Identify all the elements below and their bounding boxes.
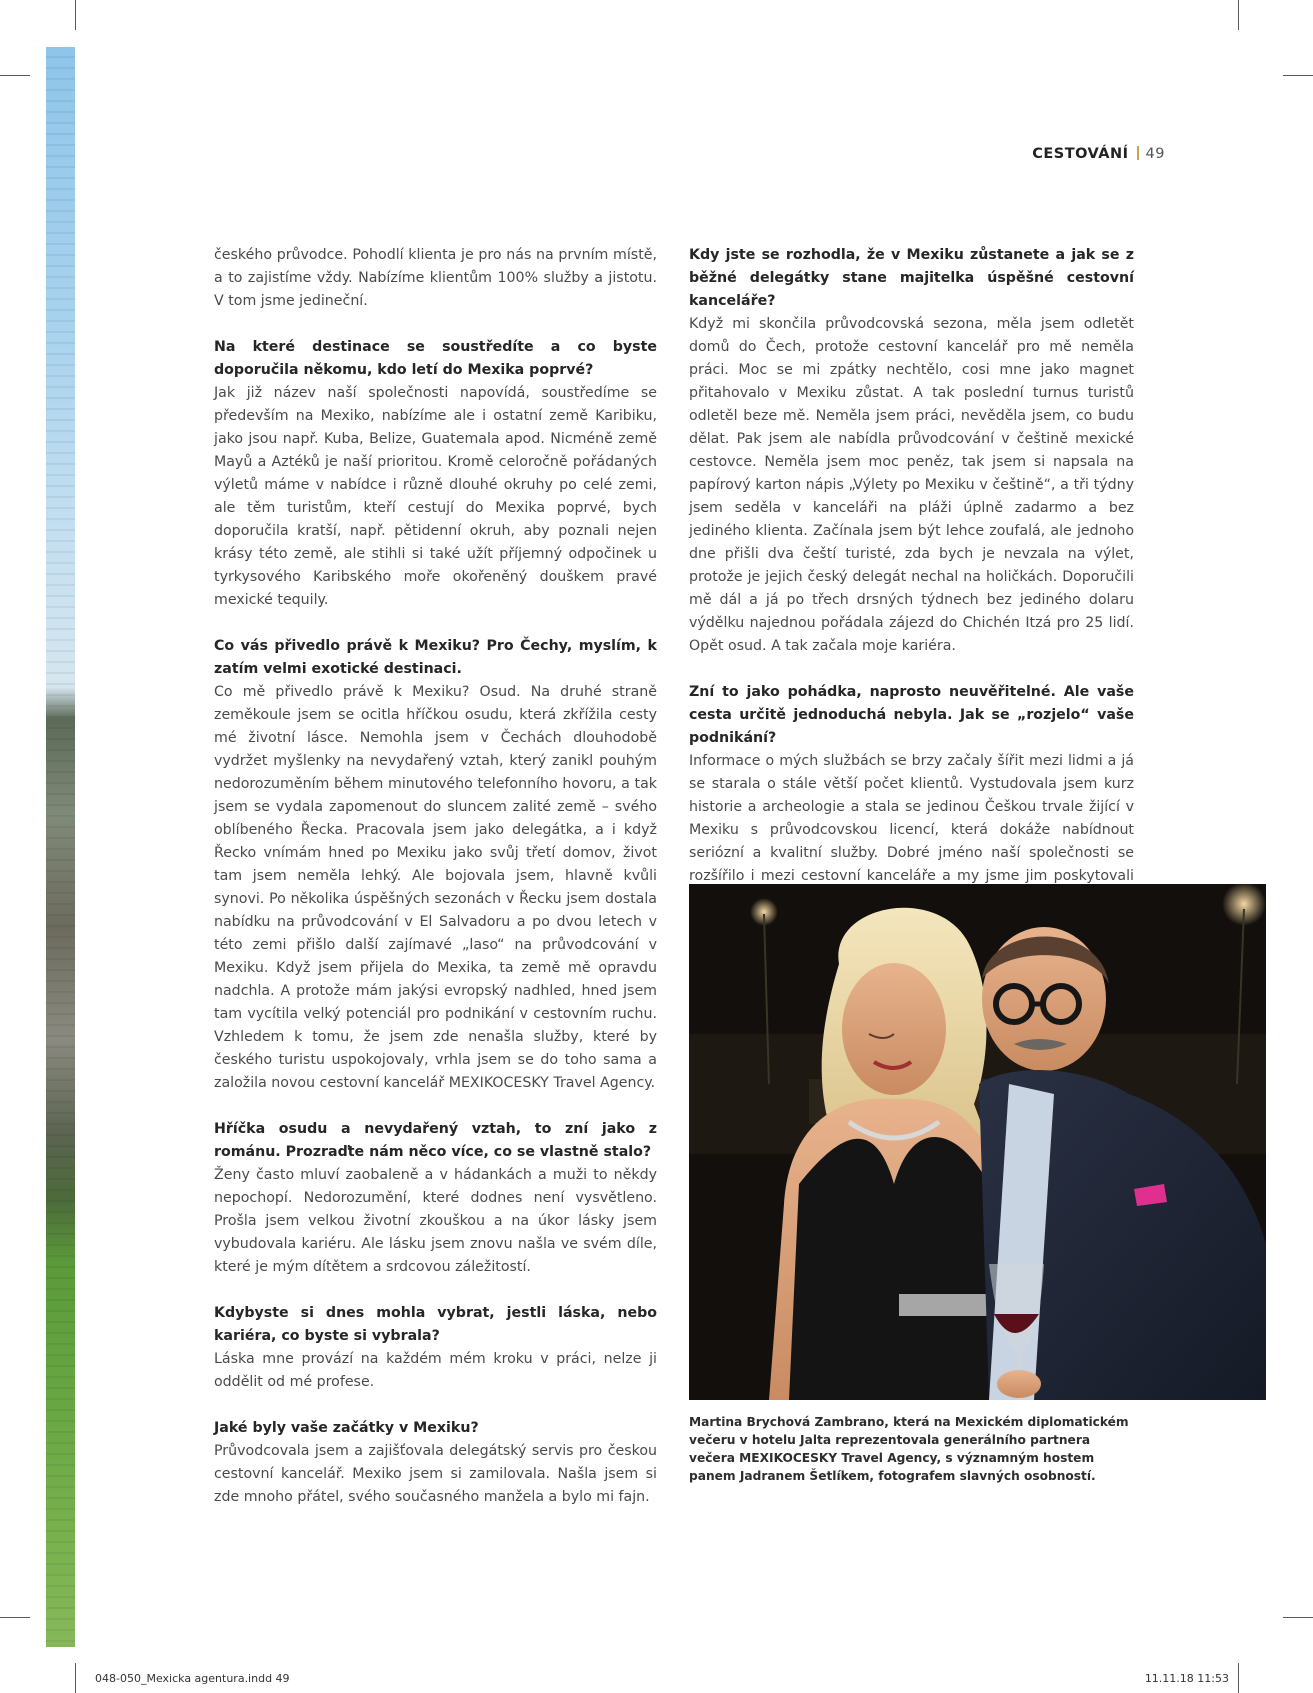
answer-paragraph: Informace o mých službách se brzy začaly šířit mezi lidmi a já se starala o stále větší počet klientů. Vystudovala jsem kurz historie a archeologie a stala se jedinou Češkou trvale žijící v Mexiku s průvodcovskou licencí, která dokáže nabídnout seriózní a kvalitní služby. Dobré jméno naší společnosti se rozšířilo i mezi cestovní kanceláře a my jsme jim poskytovali <box>689 753 1134 884</box>
photo-caption: Martina Brychová Zambrano, která na Mexickém diplomatickém večeru v hotelu Jalta reprezentovala generálního partnera večera MEXIKOCESKY Travel Agency, s významným hostem panem Jadranem Šetlíkem, fotografem slavných osobností. <box>689 1415 1129 1483</box>
photo-illustration <box>689 884 1266 1400</box>
crop-mark <box>0 1617 30 1618</box>
interview-question: Na které destinace se soustředíte a co byste doporučila někomu, kdo letí do Mexika poprvé? <box>214 339 657 378</box>
side-photo-texture <box>46 47 75 1647</box>
right-column <box>689 244 1134 957</box>
interview-question: Kdy jste se rozhodla, že v Mexiku zůstanete a jak se z běžné delegátky stane majitelka úspěšné cestovní kanceláře? <box>689 247 1134 309</box>
running-head-separator <box>1137 146 1139 160</box>
answer-paragraph: Ženy často mluví zaobaleně a v hádankách a muži to někdy nepochopí. Nedorozumění, které dodnes není vysvětleno. Prošla jsem velkou životní zkouškou a na úkor lásky jsem vybudovala kariéru. Ale lásku jsem znovu našla ve svém díle, které je mým dítětem a srdcovou záležitostí. <box>214 1167 657 1275</box>
answer-paragraph: Když mi skončila průvodcovská sezona, měla jsem odletět domů do Čech, protože cestovní kancelář pro mě neměla práci. Moc se mi zpátky nechtělo, cosi mne jako magnet přitahovalo v Mexiku zůstat. A tak poslední turnus turistů odletěl beze mě. Neměla jsem práci, nevěděla jsem, co budu dělat. Pak jsem ale nabídla průvodcování v češtině mexické cestovce. Neměla jsem moc peněz, tak jsem si napsala na papírový karton nápis „Výlety po Mexiku v češtině“, a tři týdny jsem seděla v kanceláři na pláži úplně zadarmo a bez jediného klienta. Začínala jsem být lehce zoufalá, ale jednoho dne přišli dva čeští turisté, zda bych je nevzala na výlet, protože je jejich český delegát nechal na holičkách. Doporučili mě dál a já po třech drsných týdnech bez jediného dolaru výdělku najednou pořádala zájezd do Chichén Itzá pro 25 lidí. Opět osud. A tak začala moje kariéra. <box>689 316 1134 654</box>
left-column <box>214 244 657 1509</box>
answer-paragraph: Jak již název naší společnosti napovídá, soustředíme se především na Mexiko, nabízíme ale i ostatní země Karibiku, jako jsou např. Kuba, Belize, Guatemala apod. Nicméně země Mayů a Aztéků je naší prioritou. Kromě celoročně pořádaných výletů máme v nabídce i různě dlouhé okruhy po celé zemi, ale těm turistům, kteří cestují do Mexika poprvé, bych doporučila kratší, např. pětidenní okruh, aby poznali nejen krásy této země, ale stihli si také užít příjemný odpočinek u tyrkysového Karibského moře okořeněný douškem pravé mexické tequily. <box>214 385 657 608</box>
crop-mark <box>1238 0 1239 30</box>
page-number: 49 <box>1145 146 1165 162</box>
slug-filename: 048-050_Mexicka agentura.indd 49 <box>95 1672 290 1685</box>
crop-mark <box>1238 1663 1239 1693</box>
crop-mark <box>1283 75 1313 76</box>
crop-mark <box>1283 1617 1313 1618</box>
interview-question: Jaké byly vaše začátky v Mexiku? <box>214 1420 479 1436</box>
answer-paragraph: Průvodcovala jsem a zajišťovala delegátský servis pro českou cestovní kancelář. Mexiko jsem si zamilovala. Našla jsem si zde mnoho přátel, svého současného manžela a bylo mi fajn. <box>214 1443 657 1505</box>
running-head <box>1032 146 1165 162</box>
answer-paragraph: Co mě přivedlo právě k Mexiku? Osud. Na druhé straně zeměkoule jsem se ocitla hříčkou osudu, která zkřížila cesty mé životní lásce. Nemohla jsem v Čechách dlouhodobě vydržet myšlenky na nevydařený vztah, který zanikl pouhým nedorozuměním během minutového telefonního hovoru, a tak jsem se vydala zapomenout do sluncem zalité země – svého oblíbeného Řecka. Pracovala jsem jako delegátka, a i když Řecko vnímám hned po Mexiku jako svůj třetí domov, život tam jsem neměla lehký. Ale bojovala jsem, hlavně kvůli synovi. Po několika úspěšných sezonách v Řecku jsem dostala nabídku na průvodcování v El Salvadoru a po dvou letech v této zemi přišlo další zajímavé „laso“ na průvodcování v Mexiku. Když jsem přijela do Mexika, ta země mě opravdu nadchla. A protože mám jakýsi evropský nadhled, hned jsem tam vycítila velký potenciál pro podnikání v cestovním ruchu. Vzhledem k tomu, že jsem zde nenašla služby, které by českého turistu uspokojovaly, vrhla jsem se do toho sama a založila novou cestovní kancelář MEXIKOCESKY Travel Agency. <box>214 684 657 1091</box>
slug-timestamp: 11.11.18 11:53 <box>1144 1672 1229 1685</box>
interview-question: Co vás přivedlo právě k Mexiku? Pro Čechy, myslím, k zatím velmi exotické destinaci. <box>214 638 657 677</box>
crop-mark <box>75 1663 76 1693</box>
answer-paragraph: Láska mne provází na každém mém kroku v práci, nelze ji oddělit od mé profese. <box>214 1351 657 1390</box>
interview-question: Hříčka osudu a nevydařený vztah, to zní jako z románu. Prozraďte nám něco více, co se vlastně stalo? <box>214 1121 657 1160</box>
crop-mark <box>0 75 30 76</box>
interview-question: Zní to jako pohádka, naprosto neuvěřitelné. Ale vaše cesta určitě jednoduchá nebyla. Jak se „rozjelo“ vaše podnikání? <box>689 684 1134 746</box>
answer-paragraph: českého průvodce. Pohodlí klienta je pro nás na prvním místě, a to zajistíme vždy. Nabízíme klientům 100% služby a jistotu. V tom jsme jedineční. <box>214 247 657 309</box>
section-title: CESTOVÁNÍ <box>1032 146 1129 162</box>
crop-mark <box>75 0 76 30</box>
interview-question: Kdybyste si dnes mohla vybrat, jestli láska, nebo kariéra, co byste si vybrala? <box>214 1305 657 1344</box>
interview-photo <box>689 884 1266 1400</box>
